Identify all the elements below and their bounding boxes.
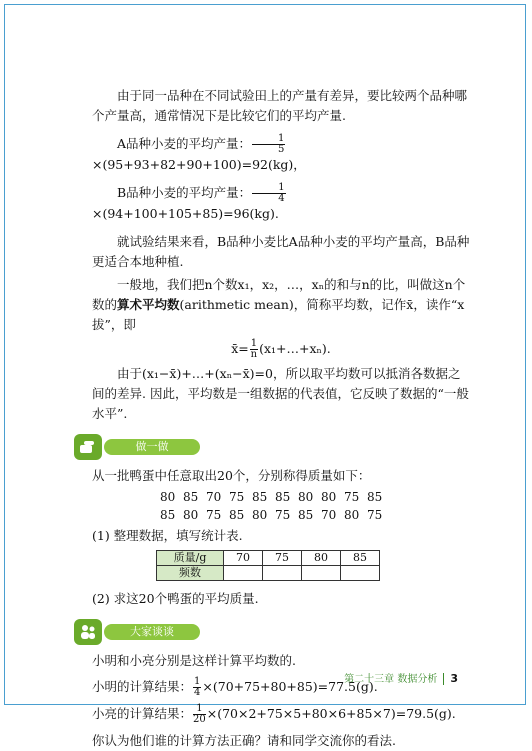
mass-value: 80 [183, 508, 199, 522]
mass-value: 75 [229, 490, 245, 504]
practice-header [74, 434, 470, 460]
page-content [92, 86, 470, 751]
mass-value: 85 [229, 508, 245, 522]
table-row [157, 566, 380, 581]
table-col-75: 75 [263, 551, 302, 566]
footer-divider [443, 673, 444, 685]
frequency-cell[interactable] [302, 566, 341, 581]
mean-formula: x̄= $\frac{1}{n}$ (x₁+…+xₙ). [231, 338, 331, 360]
a-average-line [92, 134, 470, 175]
duck-egg-data [160, 488, 470, 524]
data-row-2 [160, 506, 470, 524]
mass-value: 85 [298, 508, 314, 522]
page-footer [344, 670, 458, 685]
mass-value: 80 [344, 508, 360, 522]
people-icon [74, 619, 102, 645]
table-col-80: 80 [302, 551, 341, 566]
frequency-cell[interactable] [341, 566, 380, 581]
discuss-question: 你认为他们谁的计算方法正确？请和同学交流你的看法. [92, 733, 396, 748]
mass-value: 75 [344, 490, 360, 504]
b-average-line [92, 183, 470, 224]
intro-paragraph: 由于同一品种在不同试验田上的产量有差异，要比较两个品种哪个产量高，通常情况下是比较它们的平均产量. [92, 88, 468, 123]
b-expression: ×(94+100+105+85)=96(kg). [92, 206, 279, 221]
mass-value: 85 [160, 508, 176, 522]
a-label: A品种小麦的平均产量： [117, 136, 252, 151]
a-fraction: $\frac{1}{5}$ [252, 134, 285, 155]
mass-value: 70 [206, 490, 222, 504]
mass-value: 70 [321, 508, 337, 522]
mass-value: 85 [367, 490, 383, 504]
frequency-cell[interactable] [263, 566, 302, 581]
practice-pill: 做一做 [104, 439, 200, 455]
hand-icon [74, 434, 102, 460]
xiaoliang-line: 小亮的计算结果： $\frac{1}{20}$ ×(70×2+75×5+80×6+85×7)=79.5(g). [92, 703, 456, 725]
xiaoming-line: 小明的计算结果： $\frac{1}{4}$ ×(70+75+80+85)=77.5(g). [92, 676, 378, 698]
table-row [157, 551, 380, 566]
discuss-pill: 大家谈谈 [104, 624, 200, 640]
table-head-mass: 质量/g [157, 551, 224, 566]
page-number: 3 [450, 672, 458, 685]
data-row-1 [160, 488, 470, 506]
remark-paragraph: 由于(x₁−x̄)+…+(xₙ−x̄)=0，所以取平均数可以抵消各数据之间的差异. 因此，平均数是一组数据的代表值，它反映了数据的“一般水平”. [92, 366, 469, 421]
mass-value: 85 [252, 490, 268, 504]
mass-value: 80 [160, 490, 176, 504]
b-fraction: $\frac{1}{4}$ [252, 183, 285, 204]
stats-table [156, 550, 380, 581]
definition-paragraph: 一般地，我们把n个数x₁，x₂，…，xₙ的和与n的比，叫做这n个数的算术平均数(arithmetic mean)，简称平均数，记作x̄，读作“x拔”，即 [92, 277, 466, 332]
mass-value: 80 [321, 490, 337, 504]
mass-value: 85 [275, 490, 291, 504]
mass-value: 80 [298, 490, 314, 504]
mass-value: 75 [367, 508, 383, 522]
table-head-frequency: 频数 [157, 566, 224, 581]
mass-value: 75 [275, 508, 291, 522]
frequency-cell[interactable] [224, 566, 263, 581]
discuss-intro: 小明和小亮分别是这样计算平均数的. [92, 653, 296, 668]
table-col-85: 85 [341, 551, 380, 566]
mass-value: 85 [183, 490, 199, 504]
chapter-label: 第二十三章 数据分析 [344, 674, 438, 685]
discuss-header [74, 619, 470, 645]
mass-value: 80 [252, 508, 268, 522]
conclusion-paragraph: 就试验结果来看，B品种小麦比A品种小麦的平均产量高，B品种更适合本地种植. [92, 234, 470, 269]
table-col-70: 70 [224, 551, 263, 566]
a-expression: ×(95+93+82+90+100)=92(kg)， [92, 157, 306, 172]
question-2: (2) 求这20个鸭蛋的平均质量. [92, 591, 259, 606]
practice-intro: 从一批鸭蛋中任意取出20个，分别称得质量如下： [92, 468, 371, 483]
definition-term: 算术平均数 [117, 297, 180, 312]
mass-value: 75 [206, 508, 222, 522]
question-1: (1) 整理数据，填写统计表. [92, 528, 243, 543]
b-label: B品种小麦的平均产量： [117, 185, 252, 200]
